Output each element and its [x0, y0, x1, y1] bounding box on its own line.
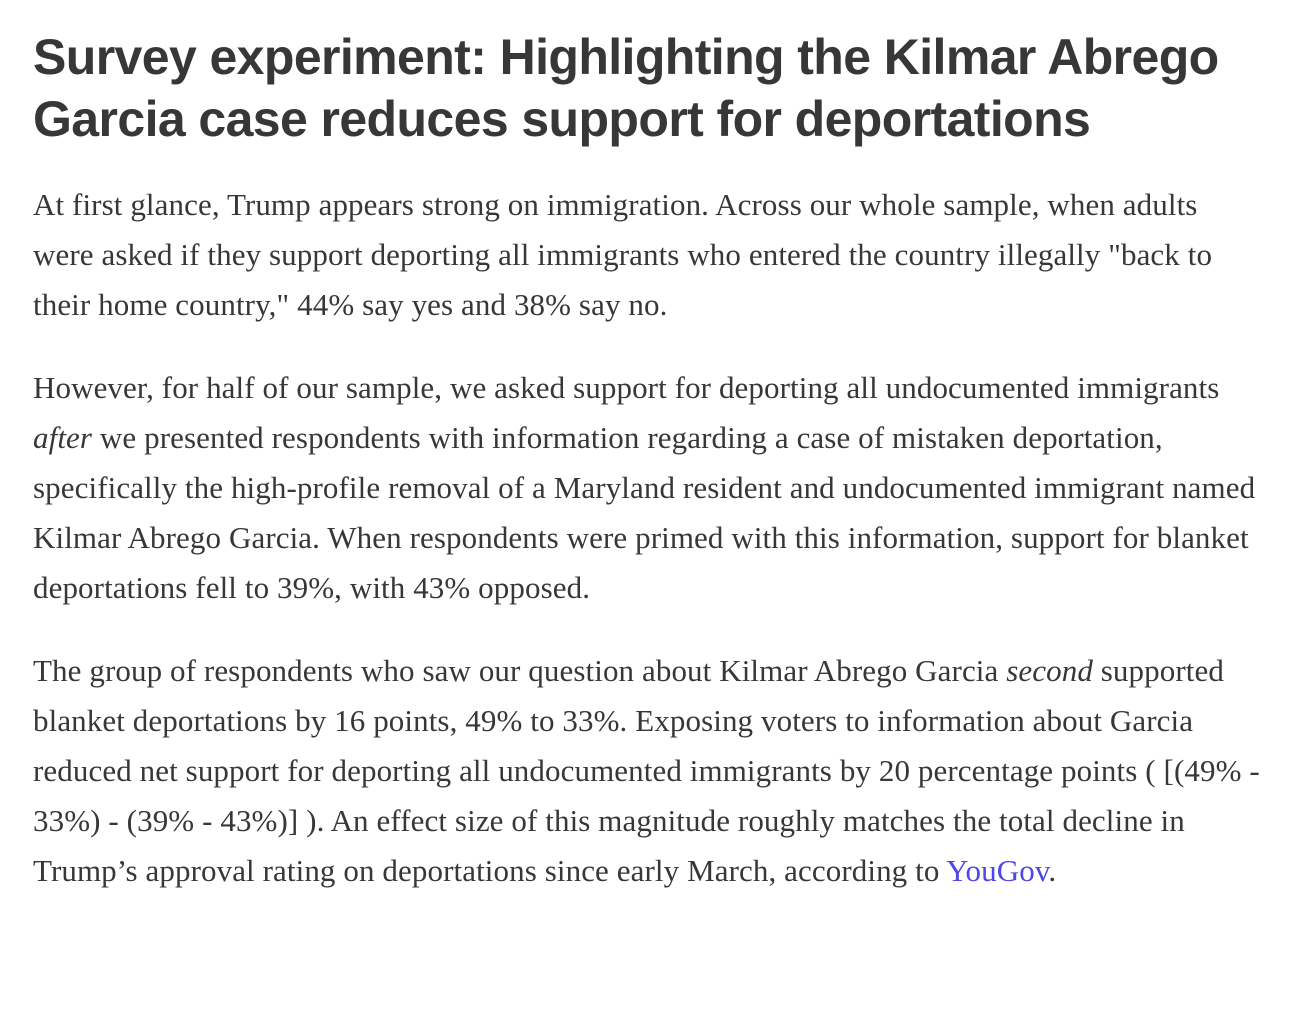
yougov-link[interactable]: YouGov	[946, 853, 1049, 888]
paragraph-3-text-a: The group of respondents who saw our question about Kilmar Abrego Garcia	[33, 653, 1007, 688]
paragraph-3	[33, 646, 1264, 896]
paragraph-1: At first glance, Trump appears strong on immigration. Across our whole sample, when adults were asked if they support deporting all immigrants who entered the country illegally "back to their home country," 44% say yes and 38% say no.	[33, 187, 1213, 322]
paragraph-3-text-b: supported blanket deportations by 16 points, 49% to 33%. Exposing voters to information about Garcia reduced net support for deporting all undocumented immigrants by 20 percentage points ( [(49% - 33%) - (39% - 43%)] ). An effect size of this magnitude roughly matches the total decline in Trump’s approval rating on deportations since early March, according to	[33, 653, 1260, 888]
paragraph-3-end: .	[1048, 853, 1057, 888]
paragraph-3-emphasis: second	[1006, 653, 1093, 688]
paragraph-2	[33, 363, 1264, 613]
paragraph-2-text-b: we presented respondents with information regarding a case of mistaken deportation, specifically the high-profile removal of a Maryland resident and undocumented immigrant named Kilmar Abrego Garcia. When respondents were primed with this information, support for blanket deportations fell to 39%, with 43% opposed.	[33, 420, 1256, 605]
article-title: Survey experiment: Highlighting the Kilmar Abrego Garcia case reduces support for deportations	[33, 29, 1219, 147]
paragraph-2-text-a: However, for half of our sample, we asked support for deporting all undocumented immigrants	[33, 370, 1220, 405]
paragraph-2-emphasis: after	[33, 420, 93, 455]
